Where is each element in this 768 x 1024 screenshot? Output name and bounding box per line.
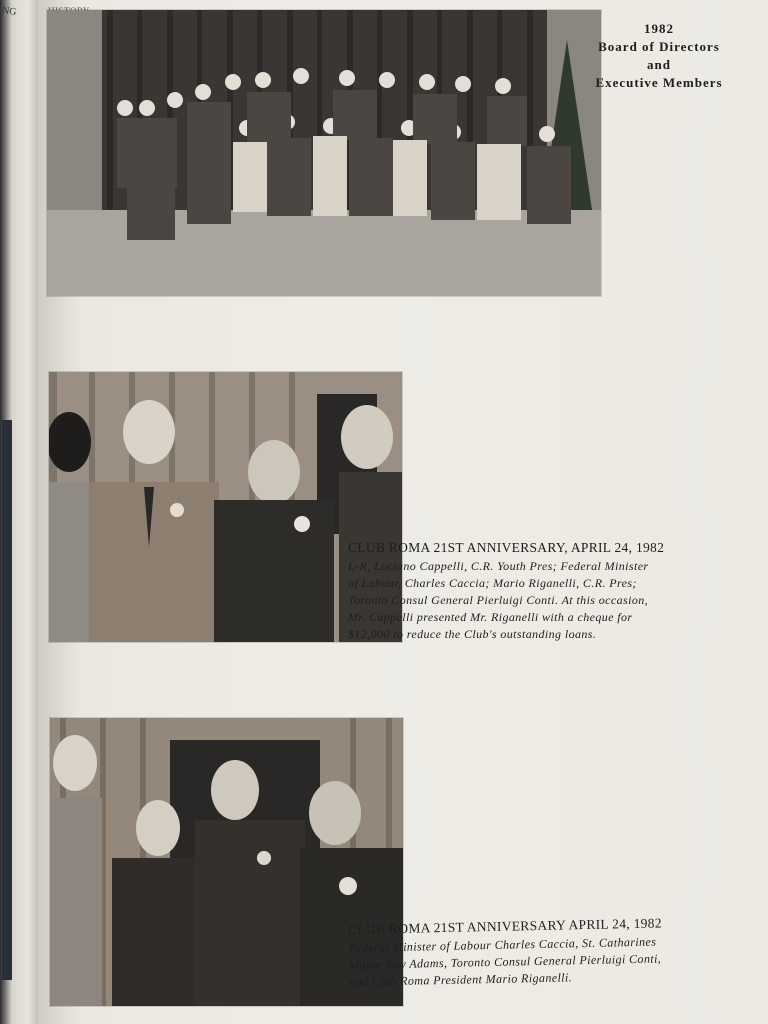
caption-body [348, 932, 754, 991]
caption-title: CLUB ROMA 21ST ANNIVERSARY APRIL 24, 1982 [348, 915, 662, 937]
board-title-line: Board of Directors [598, 39, 720, 54]
caption-line: Federal Minister of Labour Charles Caccia, St. Catharines [348, 934, 657, 955]
board-title [574, 20, 744, 92]
board-group-photo-image [47, 10, 601, 296]
caption-line: Mayor Roy Adams, Toronto Consul General Pierluigi Conti, [348, 951, 662, 972]
board-title-line: and [647, 57, 671, 72]
caption-line: Toronto Consul General Pierluigi Conti. At this occasion, [348, 593, 649, 607]
left-page-photo-edge [2, 420, 12, 980]
caption-line: Mr. Cappelli presented Mr. Riganelli with a cheque for [348, 610, 633, 624]
board-group-photo [47, 10, 601, 296]
caption-title: CLUB ROMA 21ST ANNIVERSARY, APRIL 24, 1982 [348, 540, 665, 555]
caption-line: of Labour, Charles Caccia; Mario Riganelli, C.R. Pres; [348, 576, 637, 590]
caption-line: L-R, Luciano Cappelli, C.R. Youth Pres; Federal Minister [348, 559, 649, 573]
left-facing-page [0, 0, 40, 1024]
anniversary-caption-1 [348, 540, 753, 643]
board-title-line: 1982 [644, 21, 674, 36]
anniversary-caption-2 [348, 914, 754, 991]
caption-body [348, 558, 753, 643]
caption-line: $12,000 to reduce the Club's outstanding loans. [348, 627, 597, 641]
left-page-corner-text: NG [1, 5, 18, 18]
book-page [38, 0, 768, 1024]
board-title-line: Executive Members [595, 75, 723, 90]
caption-line: and Club Roma President Mario Riganelli. [349, 970, 573, 989]
